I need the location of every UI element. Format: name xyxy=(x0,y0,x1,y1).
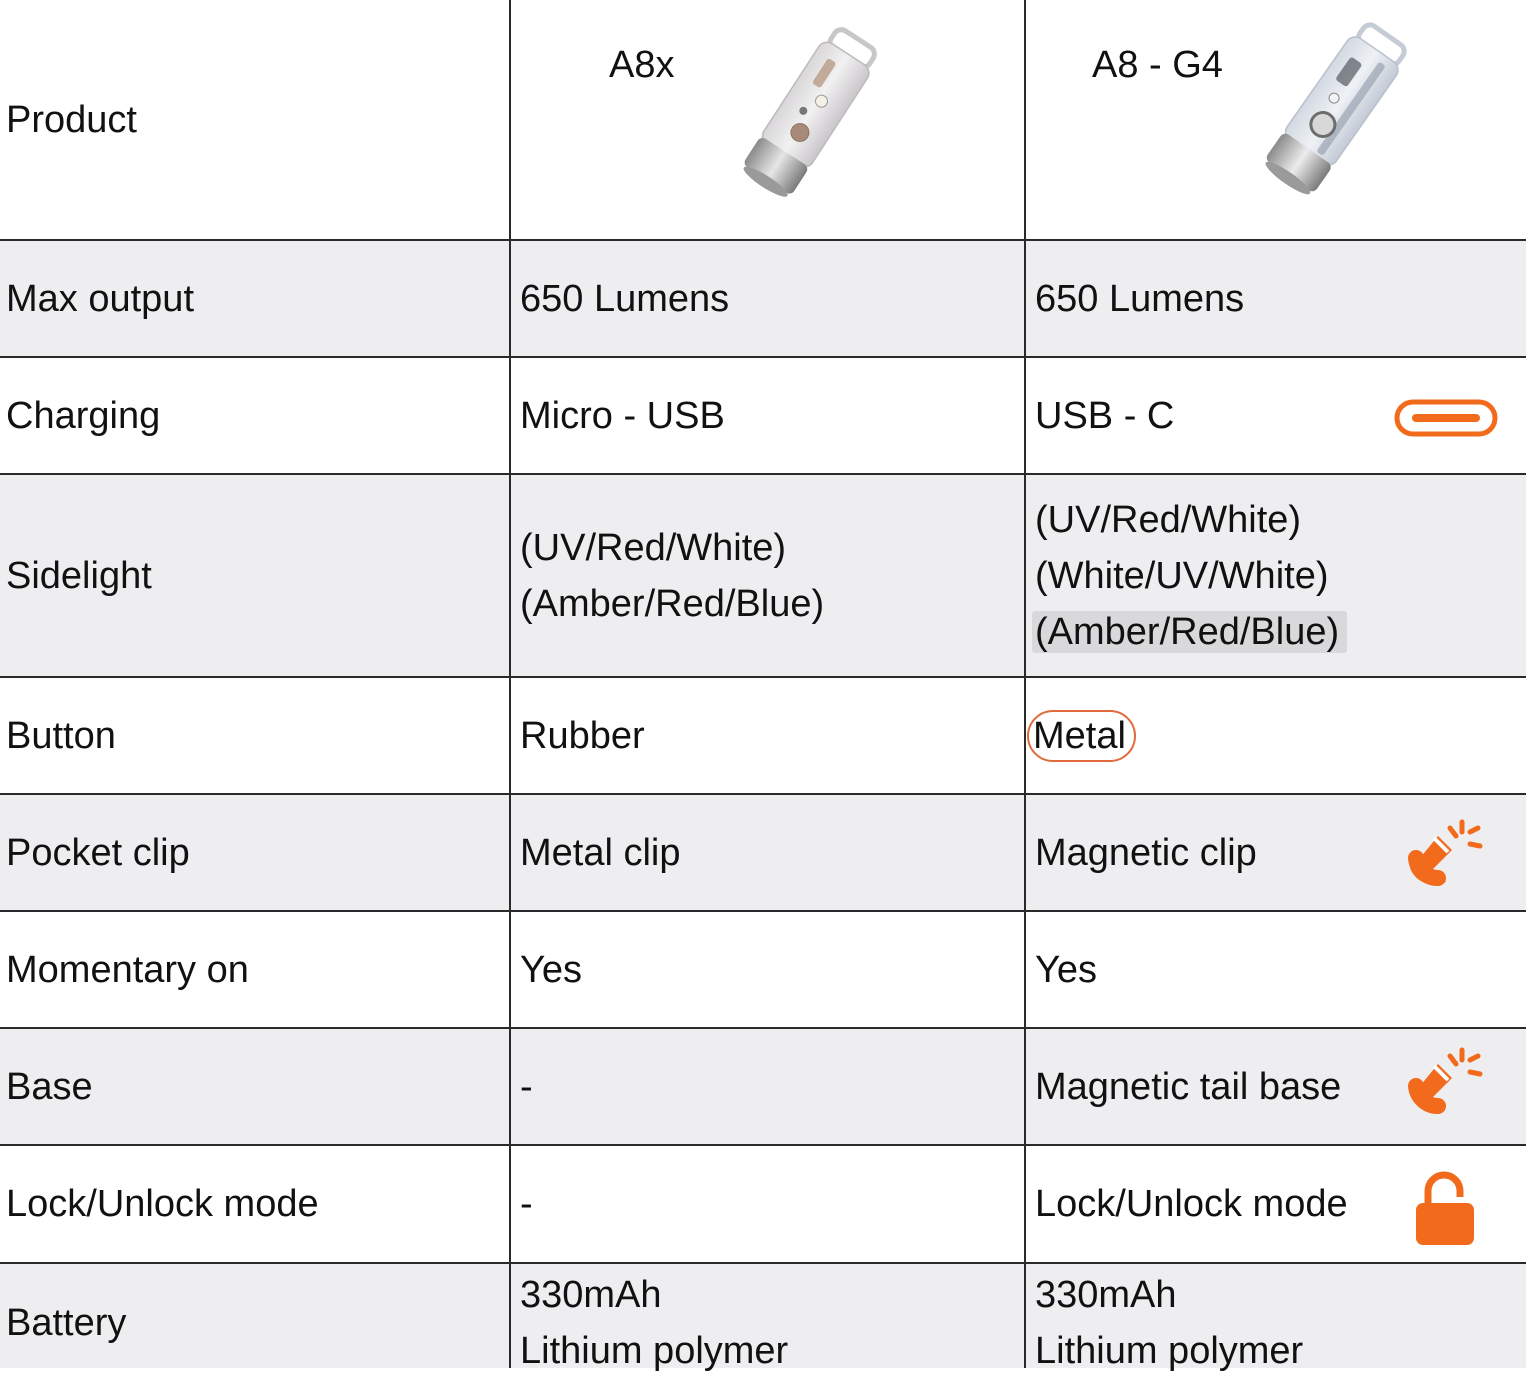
row-label: Sidelight xyxy=(6,554,152,597)
a8x-value: Micro - USB xyxy=(520,394,725,437)
magnet-icon xyxy=(1404,1046,1486,1120)
a8x-value: - xyxy=(520,1065,533,1108)
a8-g4-value xyxy=(1035,474,1515,677)
row-label: Product xyxy=(6,99,137,141)
row-label: Pocket clip xyxy=(6,831,190,874)
row-divider xyxy=(0,473,1526,475)
usb-c-port-icon xyxy=(1394,399,1498,437)
a8-g4-value xyxy=(1035,677,1515,794)
row-divider xyxy=(0,1144,1526,1146)
a8-g4-flashlight-image xyxy=(1232,12,1432,218)
table-row-max-output xyxy=(0,240,1526,357)
row-divider xyxy=(0,676,1526,678)
row-divider xyxy=(0,793,1526,795)
column-divider xyxy=(509,0,511,1368)
table-row-lock-unlock xyxy=(0,1145,1526,1263)
table-row-sidelight xyxy=(0,474,1526,677)
a8-g4-value: USB - C xyxy=(1035,394,1175,437)
a8-g4-value: Magnetic tail base xyxy=(1035,1065,1342,1108)
row-divider xyxy=(0,910,1526,912)
table-row-charging xyxy=(0,357,1526,474)
sidelight-option: (Amber/Red/Blue) xyxy=(520,582,825,625)
row-label: Lock/Unlock mode xyxy=(6,1183,319,1225)
row-divider xyxy=(0,356,1526,358)
column-header-a8x: A8x xyxy=(609,44,675,86)
column-divider xyxy=(1024,0,1026,1368)
a8-g4-value: Yes xyxy=(1035,948,1097,991)
table-row-product xyxy=(0,0,1526,240)
table-row-battery xyxy=(0,1263,1526,1372)
table-row-momentary-on xyxy=(0,911,1526,1028)
row-divider xyxy=(0,239,1526,241)
row-label: Charging xyxy=(6,394,161,437)
table-row-pocket-clip xyxy=(0,794,1526,911)
row-label: Button xyxy=(6,714,116,757)
a8-g4-value xyxy=(1035,1263,1515,1372)
a8x-value: 650 Lumens xyxy=(520,277,730,320)
battery-type: Lithium polymer xyxy=(1035,1330,1304,1372)
row-divider xyxy=(0,1027,1526,1029)
battery-capacity: 330mAh xyxy=(1035,1274,1177,1316)
sidelight-option: (UV/Red/White) xyxy=(520,526,787,569)
a8x-value xyxy=(520,474,1020,677)
table-row-base xyxy=(0,1028,1526,1145)
padlock-open-icon xyxy=(1414,1171,1476,1247)
table-row-button xyxy=(0,677,1526,794)
sidelight-option: (White/UV/White) xyxy=(1035,554,1329,597)
sidelight-option: (UV/Red/White) xyxy=(1035,498,1302,541)
battery-type: Lithium polymer xyxy=(520,1330,789,1372)
sidelight-option-highlighted: (Amber/Red/Blue) xyxy=(1032,611,1347,653)
a8x-value: Metal clip xyxy=(520,831,681,874)
a8x-value: - xyxy=(520,1183,533,1225)
column-header-a8-g4: A8 - G4 xyxy=(1092,44,1223,86)
a8x-value: Yes xyxy=(520,948,582,991)
a8x-value xyxy=(520,1263,1020,1372)
circled-value: Metal xyxy=(1027,710,1136,762)
row-label: Momentary on xyxy=(6,948,249,991)
row-label: Base xyxy=(6,1065,93,1108)
a8-g4-value: Lock/Unlock mode xyxy=(1035,1183,1348,1225)
a8x-value: Rubber xyxy=(520,714,645,757)
row-label: Battery xyxy=(6,1302,127,1344)
battery-capacity: 330mAh xyxy=(520,1274,662,1316)
row-divider xyxy=(0,1262,1526,1264)
magnet-icon xyxy=(1404,818,1486,892)
a8-g4-value: 650 Lumens xyxy=(1035,277,1245,320)
row-label: Max output xyxy=(6,277,194,320)
a8-g4-value: Magnetic clip xyxy=(1035,831,1257,874)
a8x-flashlight-image xyxy=(712,18,902,218)
